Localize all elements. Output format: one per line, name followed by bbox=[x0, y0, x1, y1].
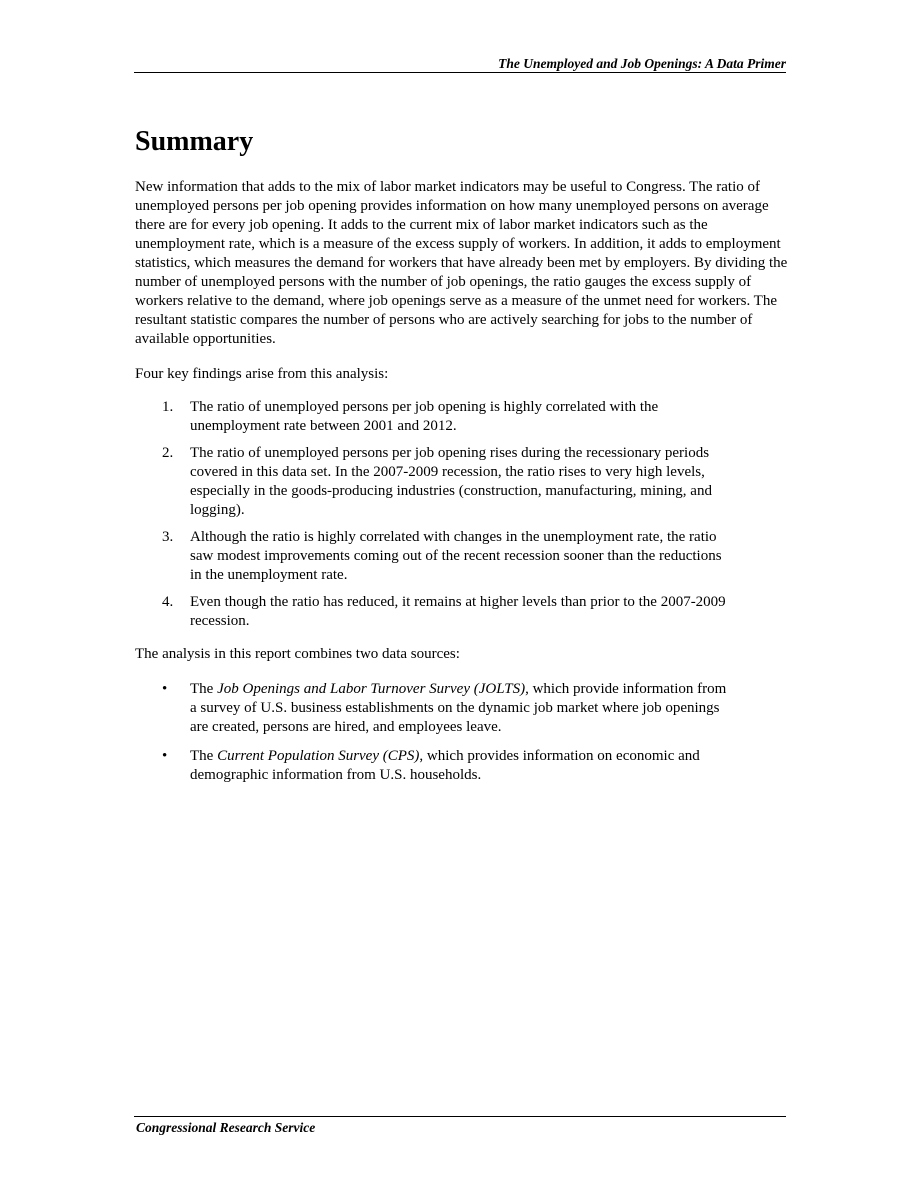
finding-number: 3. bbox=[162, 529, 174, 545]
bullet-icon: • bbox=[162, 748, 168, 764]
page-title: Summary bbox=[135, 126, 254, 157]
running-footer: Congressional Research Service bbox=[136, 1120, 316, 1135]
bullet-icon: • bbox=[162, 681, 168, 697]
source-name: Current Population Survey (CPS) bbox=[217, 748, 420, 764]
source-item bbox=[135, 747, 735, 785]
finding-number: 2. bbox=[162, 445, 174, 461]
source-description: , which provide information from a survey of U.S. business establishments on the dynamic job market where job openings are created, persons are hired, and employees leave. bbox=[190, 681, 727, 735]
finding-item bbox=[135, 444, 735, 520]
sources-intro: The analysis in this report combines two data sources: bbox=[135, 646, 460, 662]
source-description: , which provides information on economic and demographic information from U.S. households. bbox=[190, 748, 700, 783]
finding-item bbox=[135, 593, 735, 631]
finding-text: The ratio of unemployed persons per job opening is highly correlated with the unemployment rate between 2001 and 2012. bbox=[190, 399, 659, 434]
findings-intro: Four key findings arise from this analysis: bbox=[135, 366, 389, 382]
sources-list bbox=[135, 680, 790, 785]
page-content bbox=[135, 124, 790, 795]
finding-item bbox=[135, 528, 735, 585]
source-prefix: The bbox=[190, 748, 218, 764]
footer-rule bbox=[134, 1116, 786, 1117]
source-item bbox=[135, 680, 735, 737]
finding-text: The ratio of unemployed persons per job opening rises during the recessionary periods covered in this data set. In the 2007-2009 recession, the ratio rises to very high levels, especially in the goods-producing industries (construction, manufacturing, mining, and logging). bbox=[190, 445, 712, 518]
finding-text: Even though the ratio has reduced, it remains at higher levels than prior to the 2007-2009 recession. bbox=[190, 594, 726, 629]
source-name: Job Openings and Labor Turnover Survey (JOLTS) bbox=[217, 681, 526, 697]
finding-text: Although the ratio is highly correlated with changes in the unemployment rate, the ratio saw modest improvements coming out of the recent recession sooner than the reductions in the unemployment rate. bbox=[190, 529, 722, 583]
finding-number: 1. bbox=[162, 399, 174, 415]
intro-paragraph: New information that adds to the mix of labor market indicators may be useful to Congress. The ratio of unemployed persons per job opening provides information on how many unemployed persons on average there are for every job opening. It adds to the current mix of labor market indicators such as the unemployment rate, which is a measure of the excess supply of workers. In addition, it adds to employment statistics, which measures the demand for workers that have already been met by employers. By dividing the number of unemployed persons with the number of job openings, the ratio gauges the excess supply of workers relative to the demand, where job openings serve as a measure of the unmet need for workers. The resultant statistic compares the number of persons who are actively searching for jobs to the number of available opportunities. bbox=[135, 179, 788, 347]
source-prefix: The bbox=[190, 681, 218, 697]
finding-item bbox=[135, 398, 735, 436]
running-header: The Unemployed and Job Openings: A Data Primer bbox=[498, 56, 786, 71]
header-rule bbox=[134, 72, 786, 73]
findings-list bbox=[135, 398, 790, 631]
finding-number: 4. bbox=[162, 594, 174, 610]
